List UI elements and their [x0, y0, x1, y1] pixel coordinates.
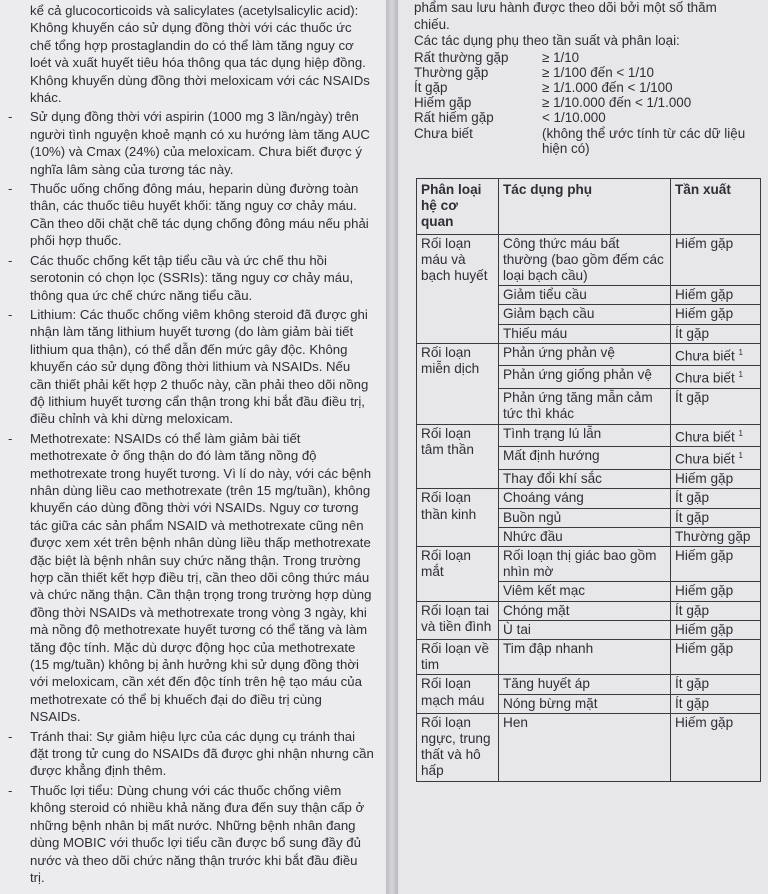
table-row: [417, 675, 761, 694]
table-row: [417, 424, 761, 447]
effect-cell: Tăng huyết áp: [499, 675, 671, 694]
frequency-cell: [671, 366, 761, 389]
frequency-range: (không thể ước tính từ các dữ liệu hiện có): [542, 125, 746, 156]
table-row: [417, 546, 761, 581]
frequency-label: Rất hiếm gặp: [414, 110, 494, 126]
paragraph-text: Các thuốc chống kết tập tiểu cầu và ức chế thu hồi serotonin có chọn lọc (SSRIs): tăng nguy cơ chảy máu, thông qua ức chế chức năng tiểu cầu.: [30, 252, 354, 303]
organ-class-cell: Rối loạn thần kinh: [417, 489, 499, 547]
frequency-value: Hiếm gặp: [675, 714, 734, 730]
effect-cell: Giảm tiểu cầu: [499, 286, 671, 305]
header-frequency: Tần xuất: [671, 178, 761, 234]
organ-class-cell: Rối loạn mắt: [417, 546, 499, 601]
bullet-dash: -: [8, 181, 13, 197]
table-row: [417, 234, 761, 286]
footnote-marker: 1: [738, 428, 743, 438]
effect-cell: Phản ứng phản vệ: [499, 343, 671, 366]
frequency-cell: [671, 582, 761, 601]
frequency-range: ≥ 1/10.000 đến < 1/1.000: [542, 95, 692, 111]
interaction-paragraph: [8, 306, 374, 428]
intro-line-1: phẩm sau lưu hành được theo dõi bởi một số thăm: [414, 0, 717, 15]
table-row: [417, 713, 761, 781]
footnote-marker: 1: [738, 370, 743, 380]
effect-cell: Thay đổi khí sắc: [499, 470, 671, 489]
effect-cell: Giảm bạch cầu: [499, 305, 671, 324]
table-row: [417, 343, 761, 366]
header-effect: Tác dụng phụ: [499, 178, 671, 234]
frequency-value: Ít gặp: [675, 390, 710, 406]
frequency-row: [414, 50, 762, 65]
effect-cell: Nhức đầu: [499, 527, 671, 546]
frequency-range: ≥ 1/1.000 đến < 1/100: [542, 79, 673, 95]
frequency-range: ≥ 1/100 đến < 1/10: [542, 64, 654, 80]
frequency-cell: [671, 424, 761, 447]
paragraph-text: Thuốc lợi tiểu: Dùng chung với các thuốc chống viêm không steroid có nhiều khả năng đưa đến suy thận cấp ở những bệnh nhân bị mất nước. Những bệnh nhân đang dùng MOBIC với thuốc lợi tiểu cần được bổ sung đầy đủ nước và theo dõi chức năng thận trước khi bắt đầu điều trị.: [30, 782, 365, 885]
paragraph-text: Methotrexate: NSAIDs có thể làm giảm bài tiết methotrexate ở ống thận do đó làm tăng nồng độ methotrexate trong huyết tương. Vì lí do này, với các bệnh nhân dùng liều cao methotrexate (trên 15 mg/tuần), không khuyến cáo dùng đồng thời với NSAIDs. Nguy cơ tương tác giữa các sản phẩm NSAID và methotrexate cũng nên được xem xét trên bệnh nhân dùng liều thấp methotrexate đặc biệt là bệnh nhân suy chức năng thận. Trong trường hợp cần thiết kết hợp điều trị, cần theo dõi công thức máu và chức năng thận. Cần thận trọng trong trường hợp dùng đồng thời NSAIDs và methotrexate trong vòng 3 ngày, khi mà nồng độ methotrexate huyết tương có thể tăng và làm tăng độc tính. Mặc dù dược động học của methotrexate (15 mg/tuần) không bị ảnh hưởng khi sử dụng đồng thời với meloxicam, cần xét đến độc tính trên hệ tạo máu của methotrexate có thể bị khuếch đại do điều trị cùng NSAIDs.: [30, 430, 372, 725]
frequency-value: Hiếm gặp: [675, 235, 734, 251]
effect-cell: Ù tai: [499, 620, 671, 639]
effect-cell: Hen: [499, 713, 671, 781]
frequency-row: [414, 110, 762, 125]
frequency-value: Chưa biết: [675, 429, 735, 445]
frequency-label: Chưa biết: [414, 125, 473, 141]
interaction-paragraph: [8, 108, 374, 178]
organ-class-cell: Rối loạn miễn dịch: [417, 343, 499, 424]
frequency-row: [414, 95, 762, 110]
table-row: [417, 601, 761, 620]
bullet-dash: -: [8, 430, 13, 446]
frequency-cell: [671, 343, 761, 366]
frequency-value: Hiếm gặp: [675, 471, 734, 487]
effect-cell: Công thức máu bất thường (bao gồm đếm các loại bạch cầu): [499, 234, 671, 286]
frequency-label: Rất thường gặp: [414, 49, 509, 65]
effect-cell: Tình trạng lú lẫn: [499, 424, 671, 447]
frequency-label: Hiếm gặp: [414, 95, 472, 111]
paragraph-text: Thuốc uống chống đông máu, heparin dùng đường toàn thân, các thuốc tiêu huyết khối: tăng nguy cơ chảy máu. Cần theo dõi chặt chẽ tác dụng chống đông máu nếu phải phối hợp thuốc.: [30, 181, 369, 249]
frequency-label: Thường gặp: [414, 64, 489, 80]
frequency-legend: [414, 50, 762, 156]
effect-cell: Buồn ngủ: [499, 508, 671, 527]
frequency-cell: [671, 639, 761, 674]
effect-cell: Choáng váng: [499, 489, 671, 508]
frequency-cell: [671, 286, 761, 305]
effect-cell: Thiếu máu: [499, 324, 671, 343]
frequency-row: [414, 126, 762, 156]
table-row: [417, 639, 761, 674]
frequency-cell: [671, 713, 761, 781]
frequency-value: Hiếm gặp: [675, 640, 734, 656]
frequency-cell: [671, 324, 761, 343]
effect-cell: Nóng bừng mặt: [499, 694, 671, 713]
paragraph-text: Lithium: Các thuốc chống viêm không steroid đã được ghi nhận làm tăng lithium huyết tương (do làm giảm bài tiết lithium qua thận), có thể dẫn đến mức gây độc. Không khuyến cáo sử dụng đồng thời lithium và NSAIDs. Nếu cần thiết phải kết hợp 2 thuốc này, cần phải theo dõi nồng độ lithium huyết tương cẩn thận trong khi bắt đầu điều trị, điều chỉnh và khi dừng meloxicam.: [30, 306, 369, 427]
frequency-label: Ít gặp: [414, 79, 448, 95]
frequency-value: Thường gặp: [675, 528, 751, 544]
effect-cell: Rối loạn thị giác bao gồm nhìn mờ: [499, 546, 671, 581]
frequency-cell: [671, 694, 761, 713]
frequency-cell: [671, 489, 761, 508]
frequency-value: Hiếm gặp: [675, 547, 734, 563]
bullet-dash: -: [8, 782, 13, 798]
frequency-value: Chưa biết: [675, 451, 735, 467]
frequency-value: Ít gặp: [675, 602, 710, 618]
frequency-cell: [671, 546, 761, 581]
frequency-cell: [671, 305, 761, 324]
frequency-value: Ít gặp: [675, 695, 710, 711]
effect-cell: Viêm kết mạc: [499, 582, 671, 601]
table-row: [417, 489, 761, 508]
frequency-row: [414, 65, 762, 80]
interaction-paragraph: [30, 2, 374, 106]
intro-line-2: chiếu.: [414, 16, 450, 32]
footnote-marker: 1: [738, 451, 743, 461]
effect-cell: Mất định hướng: [499, 447, 671, 470]
intro-line-3: Các tác dụng phụ theo tần suất và phân loại:: [414, 33, 680, 48]
bullet-dash: -: [8, 306, 13, 322]
frequency-value: Hiếm gặp: [675, 621, 734, 637]
interaction-paragraph: [8, 252, 374, 304]
interaction-paragraph: [8, 728, 374, 780]
frequency-value: Hiếm gặp: [675, 583, 734, 599]
interaction-paragraph: [8, 430, 374, 726]
effect-cell: Phản ứng tăng mẫn cảm tức thì khác: [499, 389, 671, 424]
effect-cell: Tim đập nhanh: [499, 639, 671, 674]
frequency-value: Ít gặp: [675, 676, 710, 692]
organ-class-cell: Rối loạn tâm thần: [417, 424, 499, 489]
frequency-cell: [671, 620, 761, 639]
organ-class-cell: Rối loạn mạch máu: [417, 675, 499, 713]
frequency-cell: [671, 470, 761, 489]
frequency-cell: [671, 508, 761, 527]
organ-class-cell: Rối loạn ngực, trung thất và hô hấp: [417, 713, 499, 781]
header-organ-class: Phân loại hệ cơ quan: [417, 178, 499, 234]
frequency-range: ≥ 1/10: [542, 49, 580, 65]
frequency-cell: [671, 601, 761, 620]
frequency-range: < 1/10.000: [542, 110, 606, 126]
frequency-value: Chưa biết: [675, 371, 735, 387]
paragraph-text: kể cả glucocorticoids và salicylates (acetylsalicylic acid): Không khuyến cáo sử dụng đồng thời với các thuốc ức chế tổng hợp prostaglandin do có thể làm tăng nguy cơ loét và xuất huyết tiêu hóa thông qua tác dụng hiệp đồng. Không khuyến dùng đồng thời meloxicam với các NSAIDs khác.: [30, 3, 370, 106]
interaction-paragraph: [8, 782, 374, 886]
organ-class-cell: Rối loạn về tim: [417, 639, 499, 674]
frequency-cell: [671, 675, 761, 694]
frequency-row: [414, 80, 762, 95]
paragraph-text: Sử dụng đồng thời với aspirin (1000 mg 3 lần/ngày) trên người tình nguyện khoẻ mạnh có xu hướng làm tăng AUC (10%) và Cmax (24%) của meloxicam. Chưa biết được ý nghĩa lâm sàng của tương tác này.: [30, 109, 370, 177]
frequency-cell: [671, 389, 761, 424]
page-fold: [386, 0, 398, 894]
bullet-dash: -: [8, 252, 13, 268]
frequency-value: Hiếm gặp: [675, 306, 734, 322]
frequency-value: Chưa biết: [675, 348, 735, 364]
frequency-value: Hiếm gặp: [675, 287, 734, 303]
right-column: [398, 0, 768, 894]
frequency-cell: [671, 527, 761, 546]
frequency-cell: [671, 234, 761, 286]
adverse-reactions-table: [416, 178, 761, 782]
frequency-value: Ít gặp: [675, 325, 710, 341]
effect-cell: Chóng mặt: [499, 601, 671, 620]
organ-class-cell: Rối loạn máu và bạch huyết: [417, 234, 499, 343]
frequency-value: Ít gặp: [675, 509, 710, 525]
interaction-paragraph: [8, 180, 374, 250]
frequency-cell: [671, 447, 761, 470]
bullet-dash: -: [8, 728, 13, 744]
frequency-value: Ít gặp: [675, 490, 710, 506]
effect-cell: Phản ứng giống phản vệ: [499, 366, 671, 389]
paragraph-text: Tránh thai: Sự giảm hiệu lực của các dụng cụ tránh thai đặt trong tử cung do NSAIDs đã được ghi nhận nhưng cần được khẳng định thêm.: [30, 728, 374, 779]
bullet-dash: -: [8, 109, 13, 125]
footnote-marker: 1: [738, 347, 743, 357]
organ-class-cell: Rối loạn tai và tiền đình: [417, 601, 499, 639]
